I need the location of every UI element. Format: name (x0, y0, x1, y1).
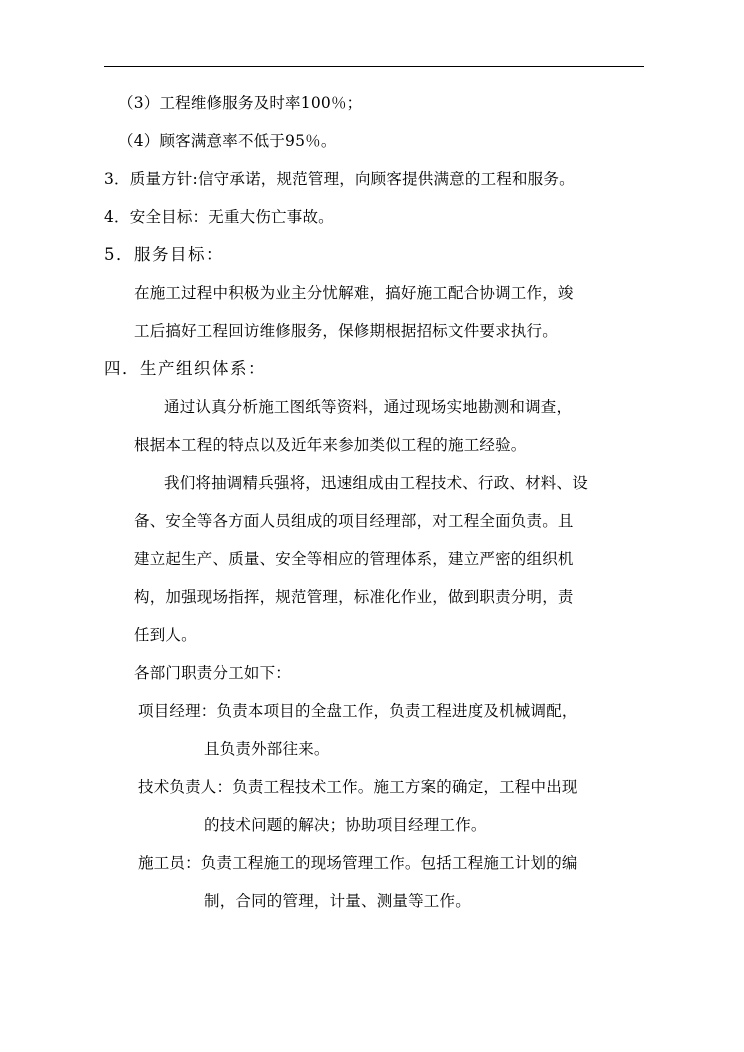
body-line: 通过认真分析施工图纸等资料，通过现场实地勘测和调查， (164, 398, 573, 416)
body-line: 5．服务目标： (104, 245, 224, 264)
body-line: 的技术问题的解决；协助项目经理工作。 (204, 816, 487, 834)
body-line: 技术负责人：负责工程技术工作。施工方案的确定，工程中出现 (138, 778, 578, 796)
body-line: 各部门职责分工如下： (134, 664, 292, 682)
body-line: 施工员：负责工程施工的现场管理工作。包括工程施工计划的编 (138, 854, 578, 872)
body-line: 构，加强现场指挥，规范管理，标准化作业，做到职责分明，责 (134, 588, 574, 606)
body-line: 且负责外部往来。 (204, 740, 330, 758)
document-body (104, 84, 664, 920)
body-line: 建立起生产、质量、安全等相应的管理体系，建立严密的组织机 (134, 550, 574, 568)
body-line: （4）顾客满意率不低于95％。 (118, 132, 337, 150)
body-line: 在施工过程中积极为业主分忧解难，搞好施工配合协调工作，竣 (134, 284, 574, 302)
body-line: 任到人。 (134, 626, 197, 644)
body-line: 3．质量方针:信守承诺，规范管理，向顾客提供满意的工程和服务。 (104, 170, 575, 188)
section-heading: 四．生产组织体系： (104, 359, 266, 378)
body-line: （3）工程维修服务及时率100％； (118, 94, 363, 112)
body-line: 工后搞好工程回访维修服务，保修期根据招标文件要求执行。 (134, 322, 558, 340)
body-line: 项目经理：负责本项目的全盘工作，负责工程进度及机械调配， (138, 702, 578, 720)
body-line: 根据本工程的特点以及近年来参加类似工程的施工经验。 (134, 436, 527, 454)
body-line: 4．安全目标：无重大伤亡事故。 (104, 208, 334, 226)
body-line: 我们将抽调精兵强将，迅速组成由工程技术、行政、材料、设 (164, 474, 588, 492)
body-line: 备、安全等各方面人员组成的项目经理部，对工程全面负责。且 (134, 512, 574, 530)
body-line: 制，合同的管理，计量、测量等工作。 (204, 892, 471, 910)
header-divider (104, 66, 644, 67)
